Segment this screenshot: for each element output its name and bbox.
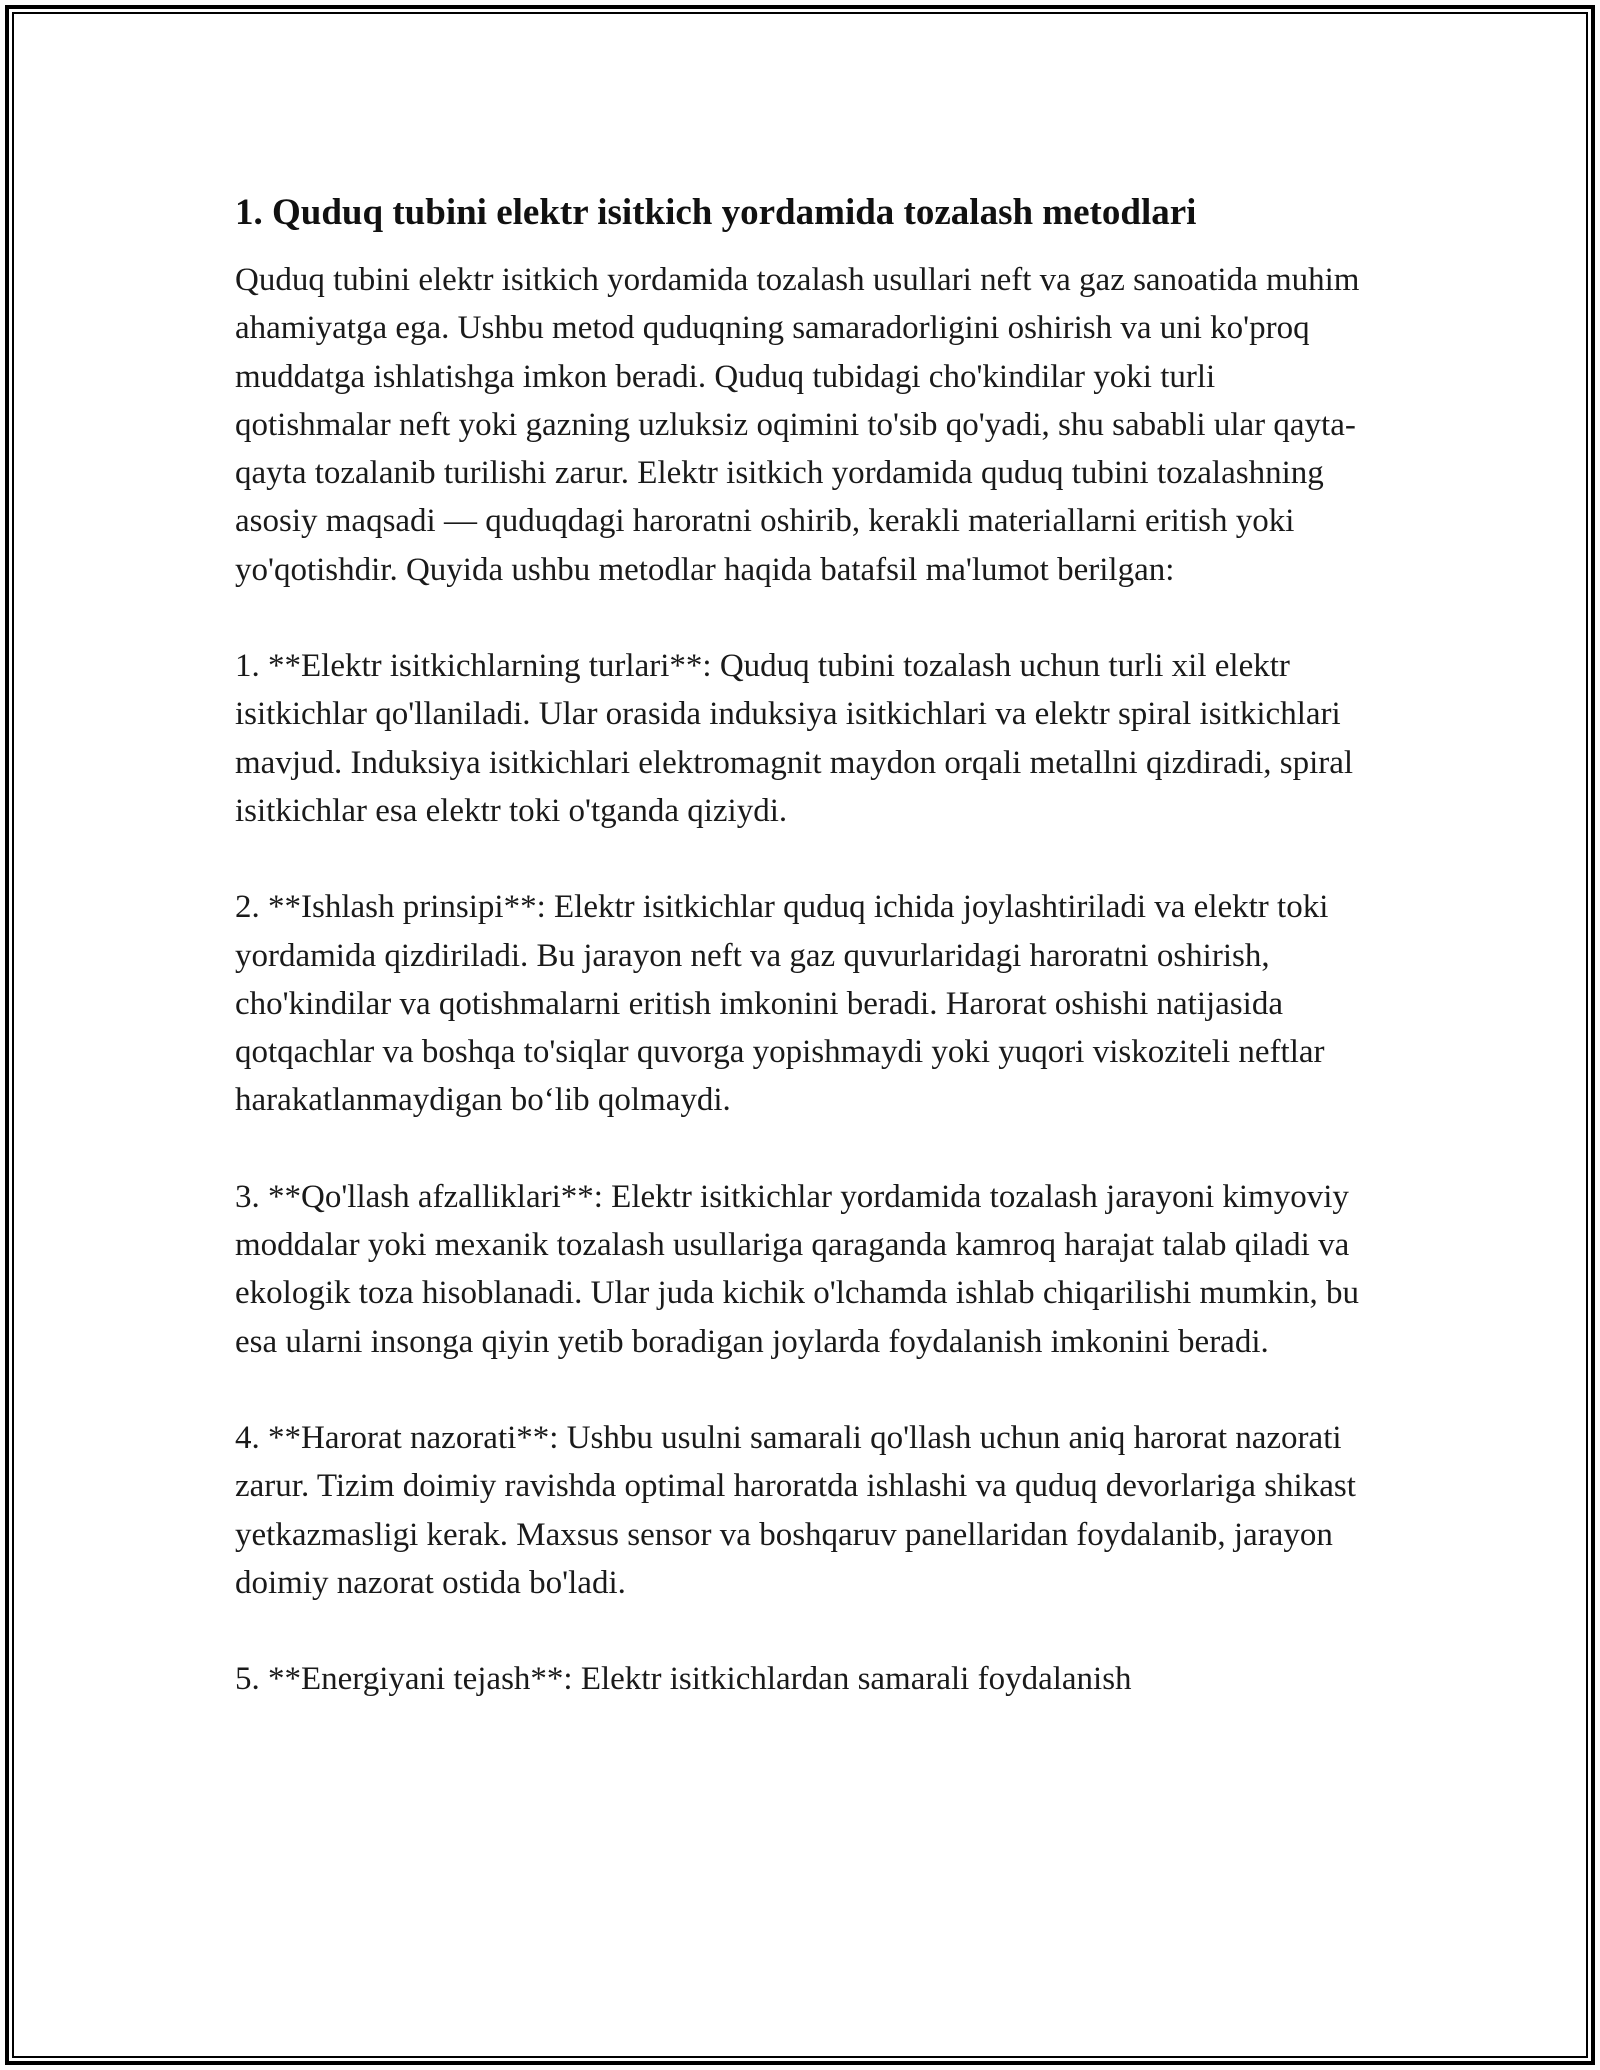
list-item-temperature-control: 4. **Harorat nazorati**: Ushbu usulni samarali qo'llash uchun aniq harorat nazorati zarur. Tizim doimiy ravishda optimal haroratda ishlashi va quduq devorlariga shikast yetkazmasligi kerak. Maxsus sensor va boshqaruv panellaridan foydalanib, jarayon doimiy nazorat ostida bo'ladi. [235, 1419, 1356, 1601]
list-item-heater-types: 1. **Elektr isitkichlarning turlari**: Quduq tubini tozalash uchun turli xil elektr isitkichlar qo'llaniladi. Ular orasida induksiya isitkichlari va elektr spiral isitkichlari mavjud. Induksiya isitkichlari elektromagnit maydon orqali metallni qizdiradi, spiral isitkichlar esa elektr toki o'tganda qiziydi. [235, 648, 1354, 829]
intro-paragraph: Quduq tubini elektr isitkich yordamida tozalash usullari neft va gaz sanoatida muhim ahamiyatga ega. Ushbu metod quduqning samaradorligini oshirish va uni ko'proq muddatga ishlatishga imkon beradi. Quduq tubidagi cho'kindilar yoki turli qotishmalar neft yoki gazning uzluksiz oqimini to'sib qo'yadi, shu sababli ular qayta-qayta tozalanib turilishi zarur. Elektr isitkich yordamida quduq tubini tozalashning asosiy maqsadi — quduqdagi haroratni oshirib, kerakli materiallarni eritish yoki yo'qotishdir. Quyida ushbu metodlar haqida batafsil ma'lumot berilgan: [235, 262, 1360, 588]
list-item-working-principle: 2. **Ishlash prinsipi**: Elektr isitkichlar quduq ichida joylashtiriladi va elektr toki yordamida qizdiriladi. Bu jarayon neft va gaz quvurlaridagi haroratni oshirish, cho'kindilar va qotishmalarni eritish imkonini beradi. Harorat oshishi natijasida qotqachlar va boshqa to'siqlar quvorga yopishmaydi yoki yuqori viskoziteli neftlar harakatlanmaydigan bo‘lib qolmaydi. [235, 889, 1329, 1119]
list-item-energy-saving: 5. **Energiyani tejash**: Elektr isitkichlardan samarali foydalanish [235, 1661, 1132, 1698]
document-title: 1. Quduq tubini elektr isitkich yordamida tozalash metodlari [235, 192, 1197, 233]
document-body [235, 188, 1370, 1751]
list-item-advantages: 3. **Qo'llash afzalliklari**: Elektr isitkichlar yordamida tozalash jarayoni kimyoviy moddalar yoki mexanik tozalash usullariga qaraganda kamroq harajat talab qiladi va ekologik toza hisoblanadi. Ular juda kichik o'lchamda ishlab chiqarilishi mumkin, bu esa ularni insonga qiyin yetib boradigan joylarda foydalanish imkonini beradi. [235, 1178, 1360, 1360]
